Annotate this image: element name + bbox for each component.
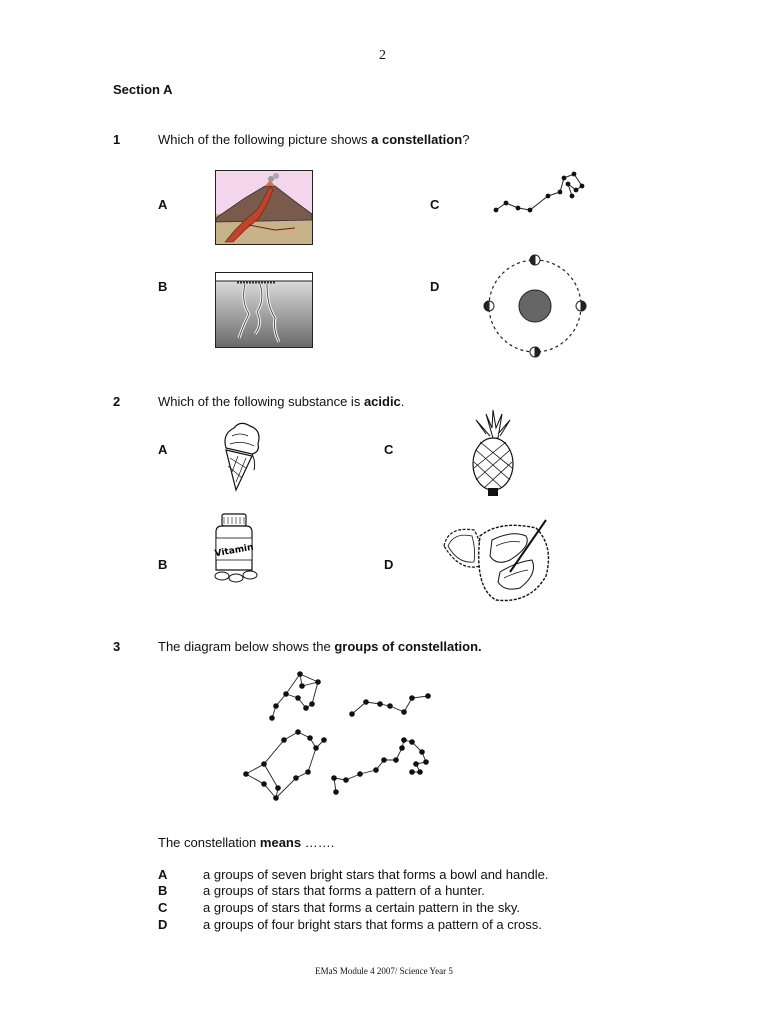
q1-text-bold: a constellation — [371, 132, 463, 147]
q2-option-c-label: C — [384, 442, 394, 457]
q3-number: 3 — [113, 639, 121, 654]
pineapple-image — [466, 410, 520, 496]
constellation-image — [488, 168, 588, 226]
q1-text — [158, 132, 469, 147]
q2-text — [158, 394, 404, 409]
q3-text-bold: groups of constellation. — [334, 639, 482, 654]
q1-text-post: ? — [462, 132, 470, 147]
q3-option-a-text: a groups of seven bright stars that forms a bowl and handle. — [203, 867, 549, 882]
q2-option-a-label: A — [158, 442, 168, 457]
section-title: Section A — [113, 82, 173, 97]
q2-text-bold: acidic — [363, 394, 401, 409]
q3-option-c-text: a groups of stars that forms a certain pattern in the sky. — [203, 900, 520, 915]
ice-cream-image — [218, 418, 264, 494]
q3-stem-pre: The constellation — [158, 835, 260, 850]
constellations-diagram — [236, 668, 436, 808]
q3-stem-post: ……. — [301, 835, 335, 850]
q3-option-c-letter: C — [158, 900, 168, 915]
q1-option-b-label: B — [158, 279, 168, 294]
q1-option-c-label: C — [430, 197, 440, 212]
cave-image — [215, 272, 313, 348]
q3-option-d-text: a groups of four bright stars that forms a pattern of a cross. — [203, 917, 542, 932]
q3-text — [158, 639, 482, 654]
q3-option-d-letter: D — [158, 917, 168, 932]
q3-stem-bold: means — [259, 835, 302, 850]
q2-text-pre: Which of the following substance is — [158, 394, 364, 409]
q3-text-pre: The diagram below shows the — [158, 639, 335, 654]
page-number: 2 — [379, 48, 386, 63]
q3-option-b-text: a groups of stars that forms a pattern of a hunter. — [203, 883, 485, 898]
moon-phases-image — [480, 252, 590, 360]
durian-image — [440, 516, 556, 606]
q1-option-a-label: A — [158, 197, 168, 212]
q3-option-b-letter: B — [158, 883, 168, 898]
q3-stem — [158, 835, 334, 850]
volcano-image — [215, 170, 313, 245]
q2-number: 2 — [113, 394, 121, 409]
q1-number: 1 — [113, 132, 121, 147]
vitamin-label: Vitamin — [214, 542, 255, 560]
q2-text-post: . — [400, 394, 405, 409]
q2-option-d-label: D — [384, 557, 394, 572]
footer: EMaS Module 4 2007/ Science Year 5 — [315, 966, 453, 976]
q1-text-pre: Which of the following picture shows — [158, 132, 372, 147]
vitamin-bottle-image — [208, 512, 264, 584]
q1-option-d-label: D — [430, 279, 440, 294]
q3-option-a-letter: A — [158, 867, 168, 882]
q2-option-b-label: B — [158, 557, 168, 572]
